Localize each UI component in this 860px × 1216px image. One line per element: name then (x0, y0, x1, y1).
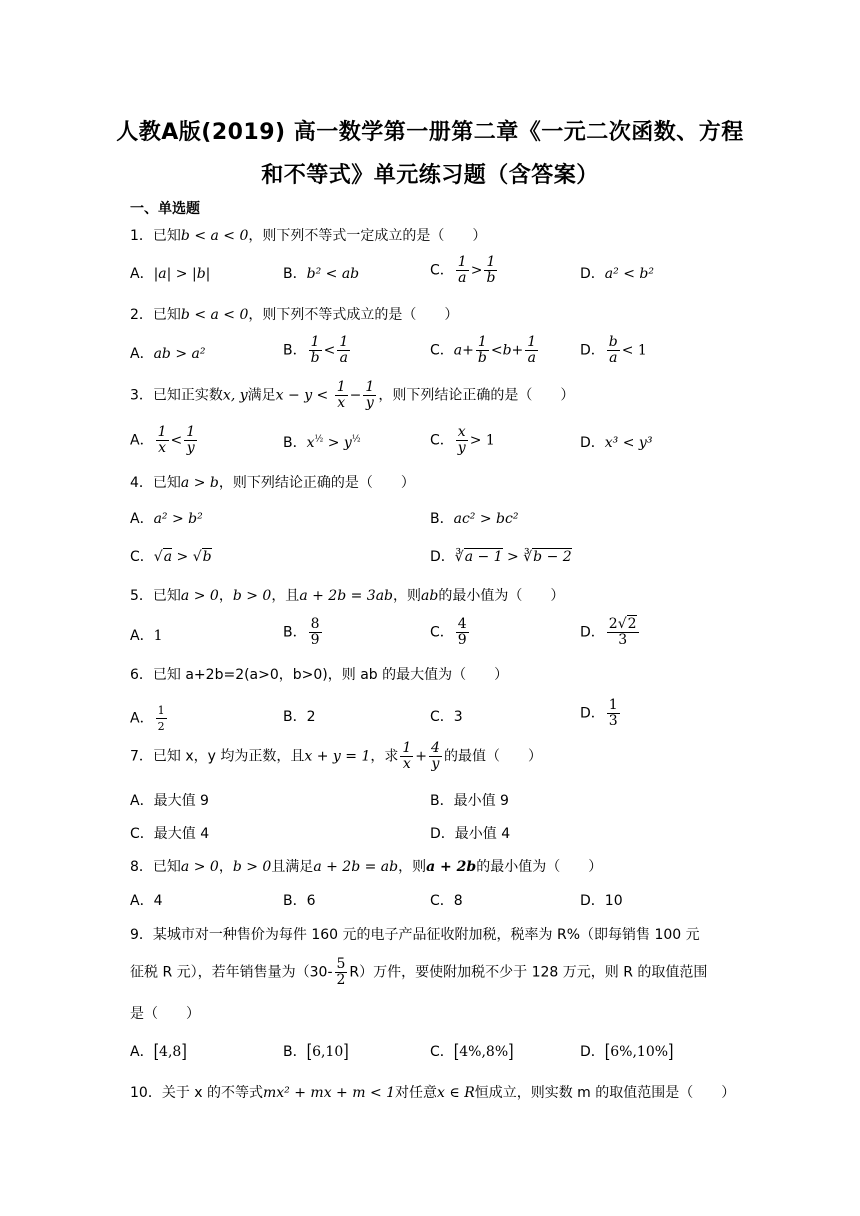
q6-option-d: D． $\frac{1}{3}$ (580, 697, 618, 729)
q3-option-a: A． $\frac{1}{x}$ < $\frac{1}{y}$ (130, 424, 196, 456)
q2-option-a: A．ab > a² (130, 346, 206, 362)
q6-option-b: B．2 (283, 709, 316, 725)
q9-option-c: C．[4%,8%] (430, 1041, 514, 1063)
q4-option-a: A．a² > b² (130, 511, 203, 527)
q5-option-a: A．1 (130, 628, 163, 644)
question-4-stem: 4．已知a > b，则下列结论正确的是（ ） (130, 475, 415, 491)
question-3-stem: 3．已知正实数x, y满足x − y < $\frac{1}{x}$ − $\frac{1}{y}$ ，则下列结论正确的是（ ） (130, 379, 575, 411)
q8-option-c: C．8 (430, 893, 463, 909)
q6-option-a: A． $\frac{1}{2}$ (130, 704, 165, 733)
q3-option-d: D．x³ < y³ (580, 435, 653, 451)
q1-option-b: B．b² < ab (283, 266, 360, 282)
question-9-stem-line1: 9．某城市对一种售价为每件 160 元的电子产品征收附加税，税率为 R%（即每销售 100 元 (130, 927, 700, 943)
question-5-stem: 5．已知a > 0，b > 0，且a + 2b = 3ab，则ab的最小值为（ ） (130, 588, 565, 604)
q2-option-c: C．a+ $\frac{1}{b}$ <b+ $\frac{1}{a}$ (430, 334, 537, 366)
q5-option-c: C． $\frac{4}{9}$ (430, 616, 467, 648)
q1-option-c: C． $\frac{1}{a}$ > $\frac{1}{b}$ (430, 254, 496, 286)
q7-option-b: B．最小值 9 (430, 793, 509, 809)
q4-option-b: B．ac² > bc² (430, 511, 519, 527)
q8-option-d: D．10 (580, 893, 623, 909)
q9-option-a: A．[4,8] (130, 1041, 187, 1063)
q8-option-b: B．6 (283, 893, 316, 909)
q9-option-d: D．[6%,10%] (580, 1041, 674, 1063)
question-9-stem-line3: 是（ ） (130, 1006, 200, 1022)
q2-option-b: B． $\frac{1}{b}$ < $\frac{1}{a}$ (283, 334, 349, 366)
question-6-stem: 6．已知 a+2b=2(a>0，b>0)，则 ab 的最大值为（ ） (130, 667, 509, 683)
q7-option-c: C．最大值 4 (130, 826, 210, 842)
q3-option-c: C． $\frac{x}{y}$ > 1 (430, 424, 495, 456)
q9-option-b: B．[6,10] (283, 1041, 349, 1063)
q5-option-b: B． $\frac{8}{9}$ (283, 616, 320, 648)
question-2-stem: 2．已知b < a < 0，则下列不等式成立的是（ ） (130, 307, 459, 323)
q1-option-d: D．a² < b² (580, 266, 654, 282)
q4-option-c: C．√a > √b (130, 549, 212, 565)
q2-option-d: D． $\frac{b}{a}$ < 1 (580, 334, 647, 366)
document-title-line2: 和不等式》单元练习题（含答案） (261, 163, 599, 188)
section-heading: 一、单选题 (130, 201, 200, 217)
q3-option-b: B．$x^{\frac{1}{2}} > y^{\frac{1}{2}}$ (283, 434, 361, 451)
question-1-stem: 1．已知b < a < 0，则下列不等式一定成立的是（ ） (130, 228, 487, 244)
q7-option-d: D．最小值 4 (430, 826, 511, 842)
document-title-line1: 人教A版(2019) 高一数学第一册第二章《一元二次函数、方程 (116, 120, 744, 145)
question-8-stem: 8．已知a > 0，b > 0且满足a + 2b = ab，则a + 2b的最小值为（ ） (130, 859, 603, 875)
q7-option-a: A．最大值 9 (130, 793, 209, 809)
q6-option-c: C．3 (430, 709, 463, 725)
q1-option-a: A．|a| > |b| (130, 266, 211, 282)
question-7-stem: 7．已知 x，y 均为正数，且x + y = 1，求 $\frac{1}{x}$ + $\frac{4}{y}$ 的最值（ ） (130, 740, 542, 772)
q8-option-a: A．4 (130, 893, 163, 909)
q4-option-d: D．∛a − 1 > ∛b − 2 (430, 549, 572, 565)
question-10-stem: 10．关于 x 的不等式mx² + mx + m < 1对任意x ∈ R恒成立，则实数 m 的取值范围是（ ） (130, 1085, 736, 1101)
question-9-stem-line2: 征税 R 元），若年销售量为（30- $\frac{5}{2}$ R）万件，要使附加税不少于 128 万元，则 R 的取值范围 (130, 956, 708, 988)
q5-option-d: D． $\frac{2√2}{3}$ (580, 616, 637, 648)
